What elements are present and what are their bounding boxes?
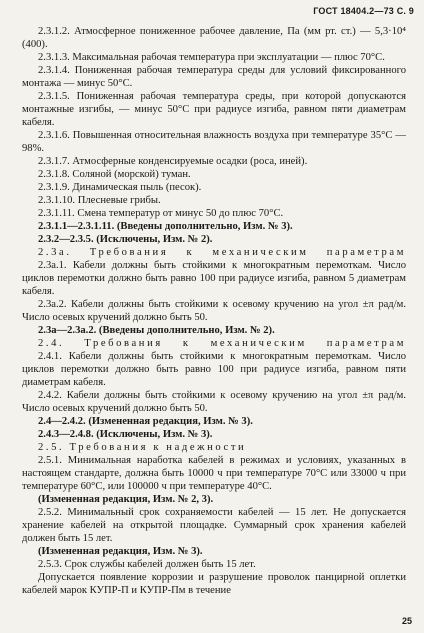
paragraph: Допускается появление коррозии и разрушение проволок панцирной оплетки кабелей марок КУПР-П и КУПР-Пм в течение [22, 572, 406, 596]
amendment-note: 2.4.3—2.4.8. (Исключены, Изм. № 3). [38, 429, 213, 440]
amendment-note: 2.4—2.4.2. (Измененная редакция, Изм. № 3). [38, 416, 253, 427]
paragraph: 2.3.1.5. Пониженная рабочая температура среды, при которой допускаются монтажные изгибы, — минус 50°С при радиусе изгиба, равном пяти диаметрам кабеля. [22, 91, 406, 128]
paragraph: 2.3.1.4. Пониженная рабочая температура среды для условий фиксированного монтажа — минус 50°С. [22, 65, 406, 89]
paragraph: 2.3.1.6. Повышенная относительная влажность воздуха при температуре 35°С — 98%. [22, 130, 406, 154]
paragraph: 2.3.1.11. Смена температур от минус 50 до плюс 70°С. [38, 208, 284, 219]
paragraph: 2.5.2. Минимальный срок сохраняемости кабелей — 15 лет. Не допускается хранение кабелей на открытой площадке. Суммарный срок хранения кабелей должен быть 15 лет. [22, 507, 406, 544]
paragraph: 2.4.2. Кабели должны быть стойкими к осевому кручению на угол ±π рад/м. Число осевых кручений должно быть 50. [22, 390, 406, 414]
paragraph: 2.5.1. Минимальная наработка кабелей в режимах и условиях, указанных в настоящем стандарте, должна быть 10000 ч при температуре 70°С или 33000 ч при температуре 60°С, или 100000 ч при температуре 40°С. [22, 455, 406, 492]
paragraph: 2.4.1. Кабели должны быть стойкими к многократным перемоткам. Число циклов перемотки должно быть равно 100 при радиусе изгиба, равном пяти диаметрам кабеля. [22, 351, 406, 388]
page-header: ГОСТ 18404.2—73 С. 9 [313, 6, 414, 16]
paragraph: 2.3.1.2. Атмосферное пониженное рабочее давление, Па (мм рт. ст.) — 5,3·10⁴ (400). [22, 26, 406, 50]
section-heading: 2.3а. Требования к механическим параметрам [38, 247, 406, 258]
paragraph: 2.3а.1. Кабели должны быть стойкими к многократным перемоткам. Число циклов перемотки должно быть равно 100 при радиусе изгиба, равном 5 диаметрам кабеля. [22, 260, 406, 297]
amendment-note: (Измененная редакция, Изм. № 2, 3). [38, 494, 214, 505]
amendment-note: (Измененная редакция, Изм. № 3). [38, 546, 203, 557]
amendment-note: 2.3а—2.3а.2. (Введены дополнительно, Изм. № 2). [38, 325, 275, 336]
paragraph: 2.3.1.9. Динамическая пыль (песок). [38, 182, 202, 193]
section-heading: 2.4. Требования к механическим параметрам [38, 338, 406, 349]
paragraph: 2.3.1.10. Плесневые грибы. [38, 195, 161, 206]
paragraph: 2.3.1.3. Максимальная рабочая температура при эксплуатации — плюс 70°С. [38, 52, 385, 63]
paragraph: 2.3а.2. Кабели должны быть стойкими к осевому кручению на угол ±π рад/м. Число осевых кручений должно быть 50. [22, 299, 406, 323]
body-text [22, 25, 406, 597]
paragraph: 2.3.1.7. Атмосферные конденсируемые осадки (роса, иней). [38, 156, 308, 167]
amendment-note: 2.3.1.1—2.3.1.11. (Введены дополнительно, Изм. № 3). [38, 221, 293, 232]
page-number: 25 [401, 616, 412, 626]
amendment-note: 2.3.2—2.3.5. (Исключены, Изм. № 2). [38, 234, 213, 245]
paragraph: 2.5.3. Срок службы кабелей должен быть 15 лет. [38, 559, 256, 570]
paragraph: 2.3.1.8. Соляной (морской) туман. [38, 169, 191, 180]
section-heading: 2.5. Требования к надежности [38, 442, 247, 453]
